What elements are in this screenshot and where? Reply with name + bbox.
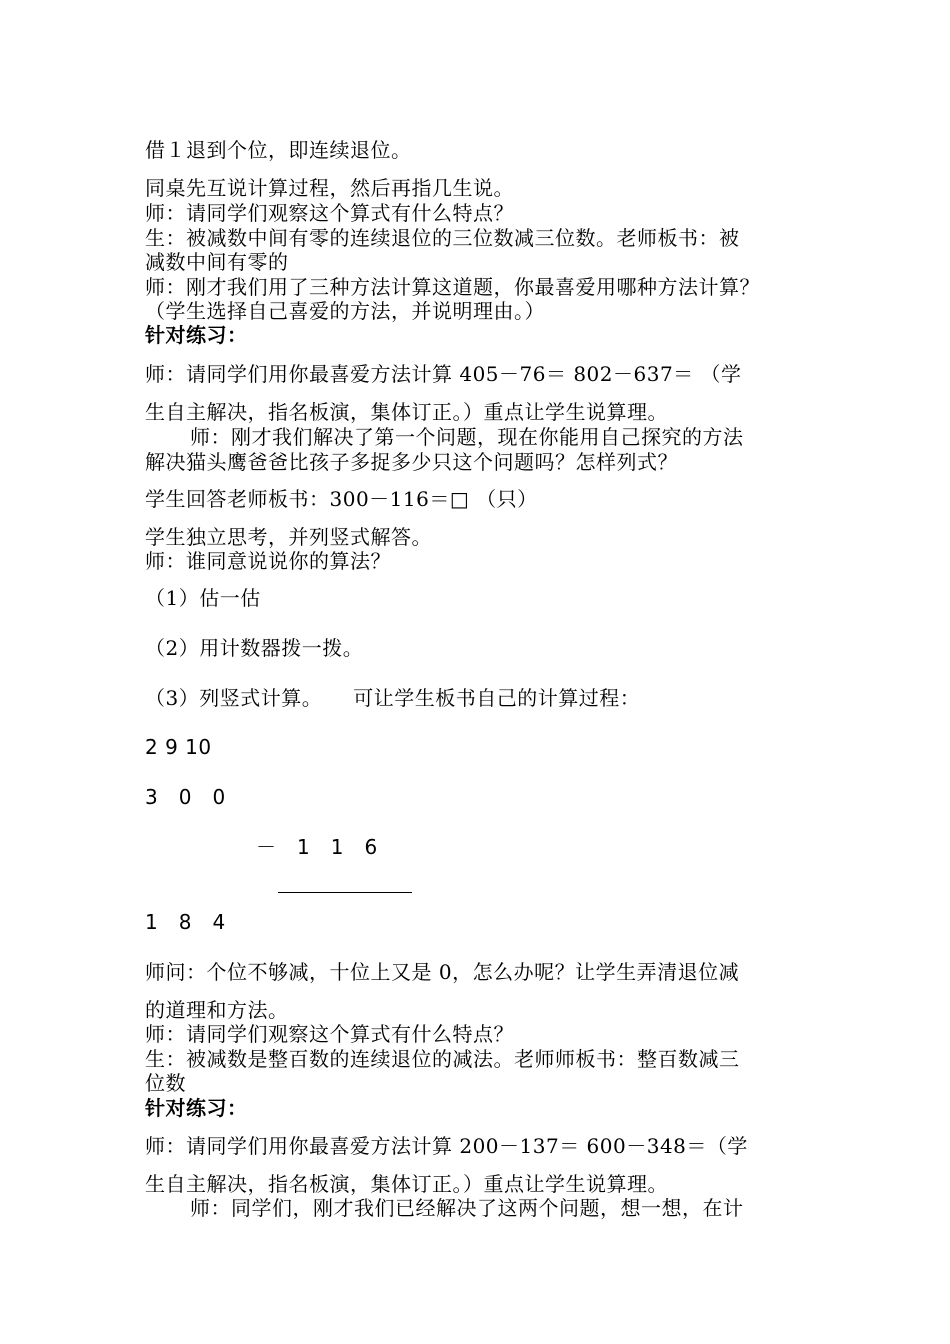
text-line: 师：请同学们观察这个算式有什么特点？: [145, 201, 514, 225]
text-line: 学生独立思考，并列竖式解答。: [145, 525, 432, 549]
vertical-calc-rule: [278, 892, 412, 893]
vertical-calc-minuend: 3 0 0: [145, 785, 226, 809]
text-line: （2）用计数器拨一拨。: [145, 636, 364, 660]
text-line: 师问：个位不够减，十位上又是 0，怎么办呢？让学生弄清退位减: [145, 960, 740, 984]
text-line: 师：同学们，刚才我们已经解决了这两个问题，想一想，在计: [190, 1196, 744, 1220]
text-line: 同桌先互说计算过程，然后再指几生说。: [145, 176, 514, 200]
text-line: 位数: [145, 1071, 186, 1095]
text-line: 生自主解决，指名板演，集体订正。）重点让学生说算理。: [145, 400, 668, 424]
text-line: 师：刚才我们用了三种方法计算这道题，你最喜爱用哪种方法计算？: [145, 275, 760, 299]
vertical-calc-subtrahend: － 1 1 6: [256, 835, 378, 859]
text-line: 师：请同学们观察这个算式有什么特点？: [145, 1022, 514, 1046]
section-heading: 针对练习：: [145, 323, 248, 347]
text-line: 解决猫头鹰爸爸比孩子多捉多少只这个问题吗？怎样列式？: [145, 450, 678, 474]
text-line: 师：请同学们用你最喜爱方法计算 405－76＝ 802－637＝ （学: [145, 362, 742, 386]
section-heading: 针对练习：: [145, 1096, 248, 1120]
text-line: 师：刚才我们解决了第一个问题，现在你能用自己探究的方法: [190, 425, 744, 449]
text-line: 生：被减数中间有零的连续退位的三位数减三位数。老师板书：被: [145, 226, 740, 250]
text-line: （学生选择自己喜爱的方法，并说明理由。）: [145, 299, 545, 323]
text-line: 减数中间有零的: [145, 250, 289, 274]
text-line: （3）列竖式计算。 可让学生板书自己的计算过程：: [145, 686, 641, 710]
vertical-calc-borrow: 2 9 10: [145, 735, 212, 759]
text-line: 师：谁同意说说你的算法？: [145, 549, 391, 573]
text-line: 师：请同学们用你最喜爱方法计算 200－137＝ 600－348＝（学: [145, 1134, 748, 1158]
text-line: 生：被减数是整百数的连续退位的减法。老师师板书：整百数减三: [145, 1047, 740, 1071]
text-line: （1）估一估: [145, 586, 261, 610]
text-line: 生自主解决，指名板演，集体订正。）重点让学生说算理。: [145, 1172, 668, 1196]
text-line: 借１退到个位，即连续退位。: [145, 138, 412, 162]
text-line: 的道理和方法。: [145, 998, 289, 1022]
text-line: 学生回答老师板书：300－116＝□ （只）: [145, 487, 538, 511]
vertical-calc-result: 1 8 4: [145, 910, 226, 934]
